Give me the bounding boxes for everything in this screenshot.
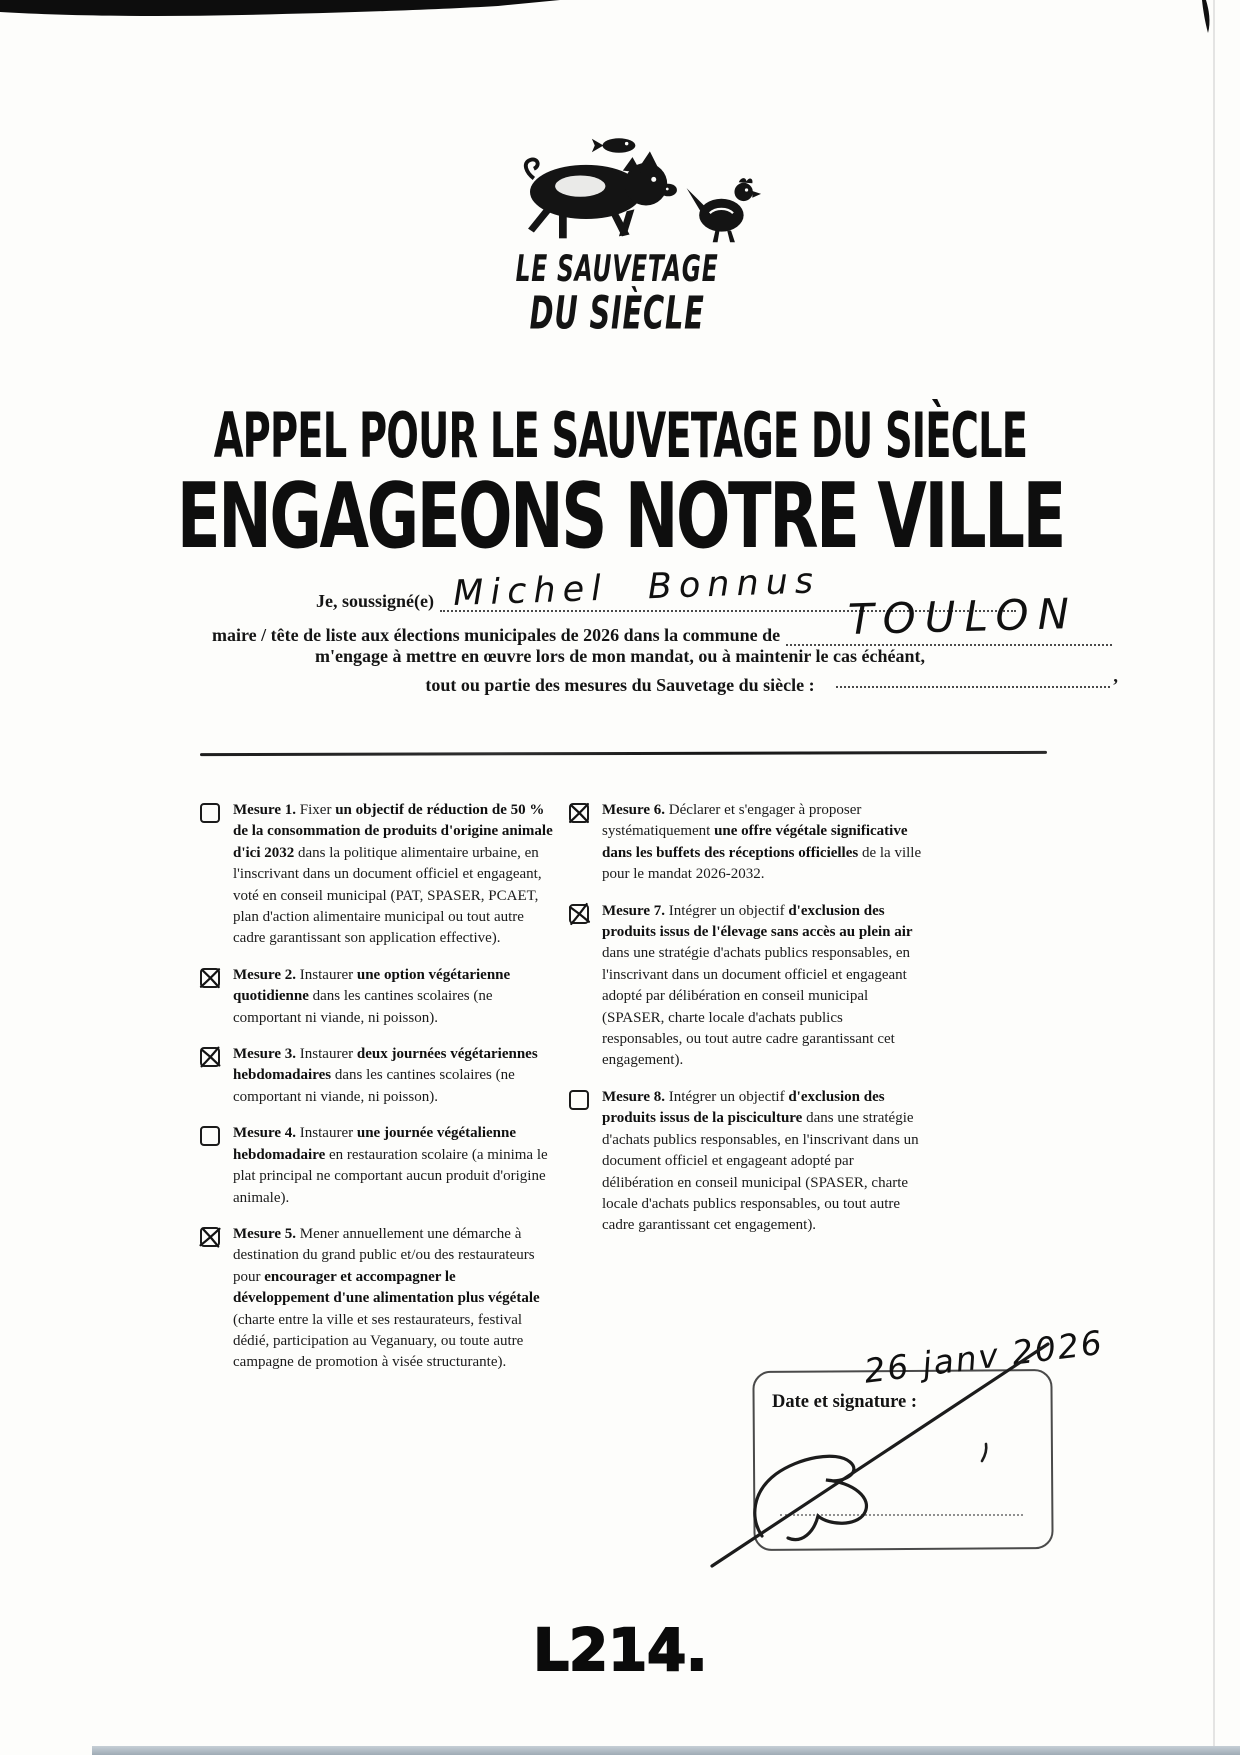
logo bbox=[452, 132, 782, 340]
measure-item bbox=[200, 800, 553, 950]
measure-label: Mesure 8. bbox=[602, 1088, 669, 1105]
logo-wordmark-line2: DU SIÈCLE bbox=[529, 287, 705, 340]
measures-left-column bbox=[200, 800, 553, 1389]
date-signature-label: Date et signature : bbox=[772, 1392, 918, 1412]
measures-right-column bbox=[569, 800, 922, 1389]
measure-checkbox[interactable] bbox=[200, 1227, 220, 1247]
measure-checkbox[interactable] bbox=[200, 1126, 220, 1146]
check-x-mark bbox=[195, 963, 225, 993]
signatory-label: Je, soussigné(e) bbox=[316, 591, 434, 611]
pig-fish-chicken-icon bbox=[467, 132, 767, 248]
measure-label: Mesure 3. bbox=[233, 1046, 300, 1063]
scan-edge-line bbox=[1213, 0, 1215, 1755]
measure-item bbox=[569, 800, 922, 886]
measure-item bbox=[200, 1044, 553, 1108]
logo-wordmark-line1: LE SAUVETAGE bbox=[515, 248, 719, 291]
measure-checkbox[interactable] bbox=[569, 1090, 589, 1110]
check-x-mark bbox=[564, 899, 594, 929]
commitment-line1: m'engage à mettre en œuvre lors de mon mandat, ou à maintenir le cas échéant, bbox=[315, 646, 925, 666]
check-x-mark bbox=[194, 1221, 225, 1252]
scan-bottom-strip bbox=[92, 1746, 1240, 1755]
measure-label: Mesure 5. bbox=[233, 1225, 300, 1242]
measure-text: Mesure 2. Instaurer une option végétarienne quotidienne dans les cantines scolaires (ne comportant ni viande, ni poisson). bbox=[233, 966, 511, 1026]
commitment-line2: tout ou partie des mesures du Sauvetage du siècle : bbox=[425, 675, 815, 695]
measure-item bbox=[569, 901, 922, 1072]
measure-text: Mesure 4. Instaurer une journée végétalienne hebdomadaire en restauration scolaire (a minima le plat principal ne comportant aucun produit d'origine animale). bbox=[233, 1125, 548, 1206]
measure-checkbox[interactable] bbox=[569, 904, 589, 924]
measure-text: Mesure 5. Mener annuellement une démarche à destination du grand public et/ou des restaurateurs pour encourager et accompagner le développement d'une alimentation plus végétale (charte entre la ville et ses restaurateurs, festival dédié, participation au Veganuary, ou toute autre campagne de promotion à visée structurante). bbox=[233, 1225, 540, 1371]
measure-item bbox=[200, 1224, 553, 1374]
after-commune-comma: , bbox=[1113, 666, 1118, 687]
measures-section bbox=[200, 800, 922, 1389]
measure-checkbox[interactable] bbox=[569, 803, 589, 823]
chicken-icon bbox=[687, 178, 761, 242]
measure-item bbox=[569, 1087, 922, 1237]
handwritten-commune: TOULON bbox=[847, 588, 1079, 645]
measure-label: Mesure 2. bbox=[233, 966, 300, 983]
fish-icon bbox=[592, 138, 636, 152]
headline-line2: ENGAGEONS NOTRE VILLE bbox=[176, 464, 1064, 569]
measure-text: Mesure 8. Intégrer un objectif d'exclusion des produits issus de la pisciculture dans une stratégie d'achats publics responsables, en l'inscrivant dans un document officiel et engageant adopté par délibération en conseil municipal (SPASER, charte locale d'achats publics responsables, ou tout autre cadre garantissant cet engagement). bbox=[602, 1088, 919, 1234]
measure-label: Mesure 4. bbox=[233, 1125, 300, 1142]
check-x-mark bbox=[196, 1043, 224, 1071]
measure-text: Mesure 1. Fixer un objectif de réduction de 50 % de la consommation de produits d'origine animale d'ici 2032 dans la politique alimentaire urbaine, en l'inscrivant dans un document officiel et engageant, voté en conseil municipal (PAT, SPASER, PCAET, plan d'action alimentaire municipal ou tout autre cadre garantissant son application effective). bbox=[233, 802, 553, 947]
measure-item bbox=[200, 1123, 553, 1209]
measure-text: Mesure 3. Instaurer deux journées végétariennes hebdomadaires dans les cantines scolaires (ne comportant ni viande, ni poisson). bbox=[233, 1046, 538, 1105]
measure-label: Mesure 7. bbox=[602, 902, 669, 919]
measure-item bbox=[200, 965, 553, 1029]
check-x-mark bbox=[564, 798, 593, 827]
role-line: maire / tête de liste aux élections municipales de 2026 dans la commune de bbox=[212, 625, 781, 645]
measure-text: Mesure 7. Intégrer un objectif d'exclusion des produits issus de l'élevage sans accès au plein air dans une stratégie d'achats publics responsables, en l'inscrivant dans un document officiel et engageant adopté par délibération en conseil municipal (SPASER, charte locale d'achats publics responsables, ou tout autre cadre garantissant cet engagement). bbox=[602, 902, 913, 1069]
handwritten-date: 26 janv 2026 bbox=[862, 1322, 1106, 1391]
measure-checkbox[interactable] bbox=[200, 1047, 220, 1067]
section-divider bbox=[200, 751, 1047, 756]
signature-scribble bbox=[630, 1322, 1090, 1588]
measure-label: Mesure 1. bbox=[233, 802, 300, 818]
headline-line1: APPEL POUR LE SAUVETAGE DU SIÈCLE bbox=[213, 400, 1027, 473]
pig-icon bbox=[526, 151, 677, 238]
footer-brand: L214. bbox=[532, 1616, 708, 1684]
measure-checkbox[interactable] bbox=[200, 968, 220, 988]
measure-label: Mesure 6. bbox=[602, 802, 669, 818]
measure-checkbox[interactable] bbox=[200, 803, 220, 823]
handwritten-name: Michel Bonnus bbox=[452, 561, 821, 614]
measure-text: Mesure 6. Déclarer et s'engager à proposer systématiquement une offre végétale significative dans les buffets des réceptions officielles de la ville pour le mandat 2026-2032. bbox=[602, 802, 922, 883]
scan-artifact-top-edge bbox=[0, 0, 562, 18]
